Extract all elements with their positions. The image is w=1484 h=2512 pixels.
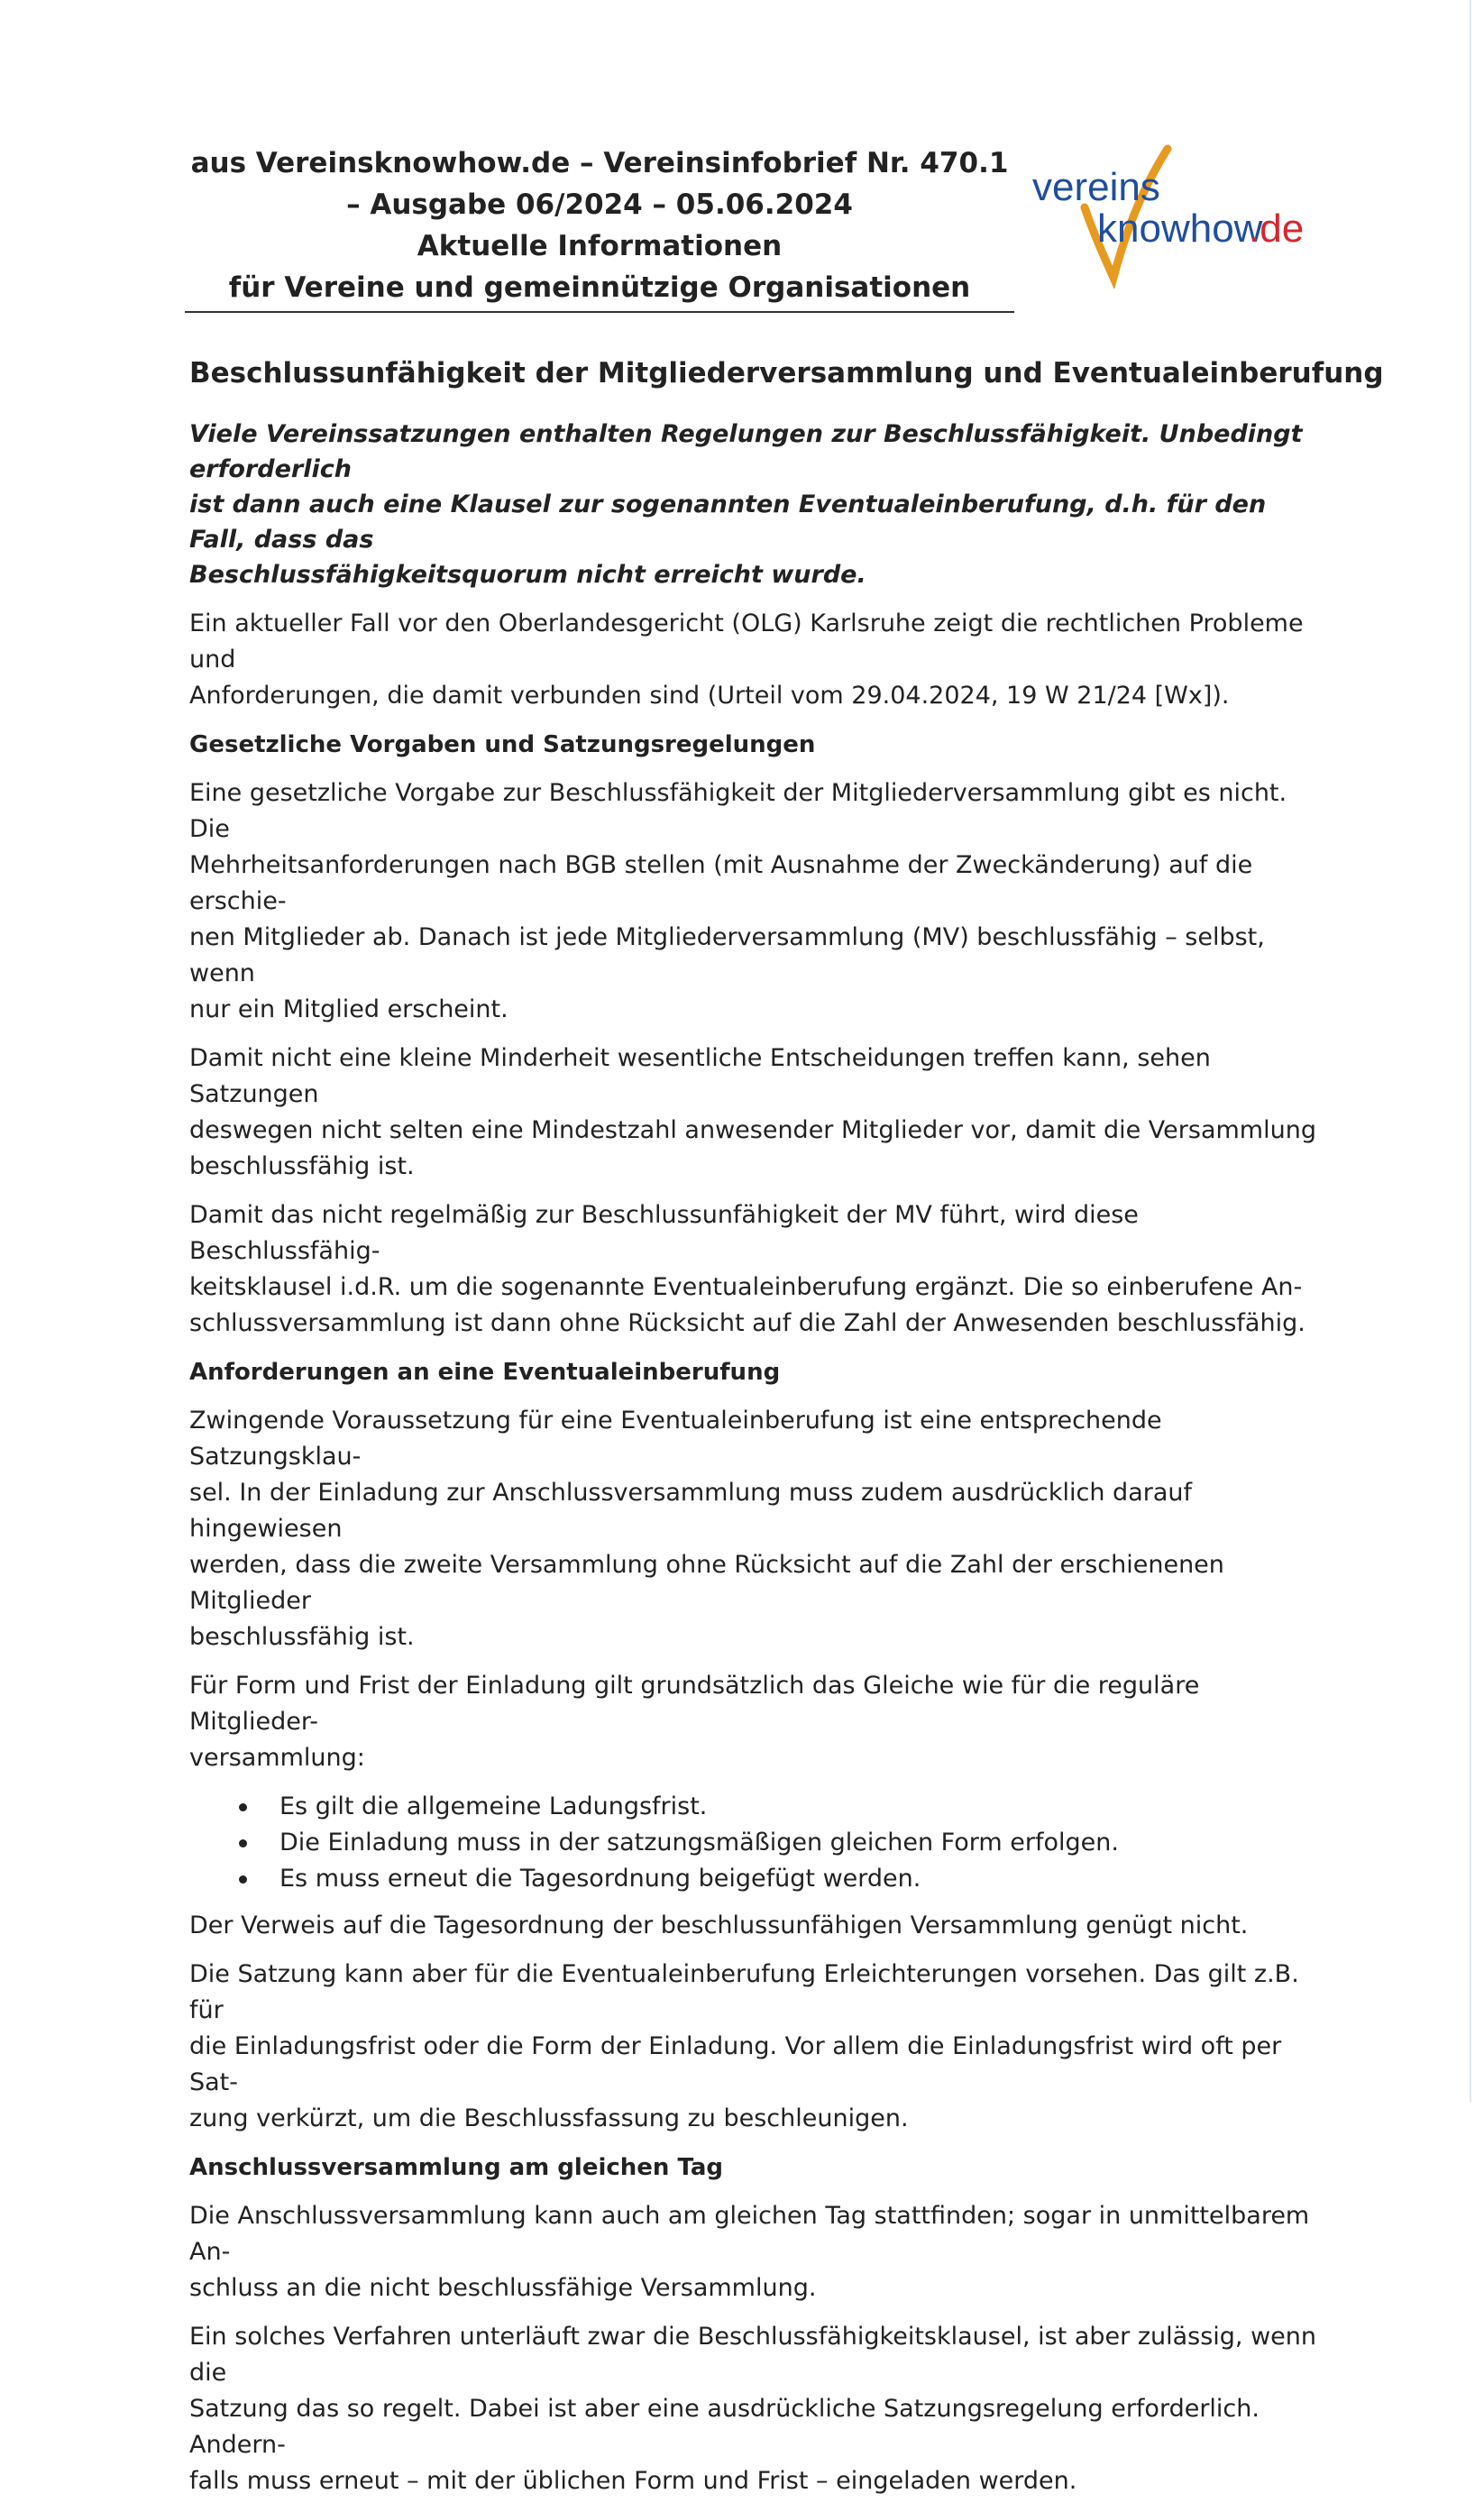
article [189, 353, 1384, 2512]
article-title: Beschlussunfähigkeit der Mitgliederversammlung und Eventualeinberufung [189, 357, 1384, 390]
header-text [185, 142, 1014, 308]
newsletter-header [185, 142, 1014, 314]
logo-mark [1032, 144, 1321, 289]
text-line: deswegen nicht selten eine Mindestzahl anwesender Mitglieder vor, damit die Versammlung [189, 1116, 1316, 1144]
text-line: Eine gesetzliche Vorgabe zur Beschlussfähigkeit der Mitgliederversammlung gibt es nicht. Die [189, 779, 1287, 843]
text-line: Anforderungen, die damit verbunden sind (Urteil vom 29.04.2024, 19 W 21/24 [Wx]). [189, 682, 1230, 710]
paragraph [189, 1197, 1316, 1342]
text-line: Damit nicht eine kleine Minderheit wesentliche Entscheidungen treffen kann, sehen Satzungen [189, 1044, 1211, 1108]
lead-line: Beschlussfähigkeitsquorum nicht erreicht wurde. [189, 561, 866, 589]
paragraph [189, 2319, 1316, 2499]
text-line: beschlussfähig ist. [189, 1152, 415, 1180]
list-item: Es gilt die allgemeine Ladungsfrist. [279, 1789, 1316, 1825]
text-line: Ein solches Verfahren unterläuft zwar die Beschlussfähigkeitsklausel, ist aber zulässig, wenn die [189, 2323, 1317, 2387]
text-line: Für Form und Frist der Einladung gilt grundsätzlich das Gleiche wie für die reguläre Mitglieder- [189, 1672, 1200, 1736]
vereinsknowhow-logo [1032, 144, 1321, 289]
text-line: werden, dass die zweite Versammlung ohne Rücksicht auf die Zahl der erschienenen Mitglieder [189, 1551, 1224, 1615]
text-line: nen Mitglieder ab. Danach ist jede Mitgliederversammlung (MV) beschlussfähig – selbst, wenn [189, 923, 1265, 987]
text-line: schlussversammlung ist dann ohne Rücksicht auf die Zahl der Anwesenden beschlussfähig. [189, 1309, 1305, 1337]
header-line: für Vereine und gemeinnützige Organisationen [228, 271, 971, 304]
section-heading-gesetzliche-vorgaben: Gesetzliche Vorgaben und Satzungsregelungen [189, 731, 816, 758]
paragraph [189, 1668, 1316, 1776]
paragraph [189, 1908, 1316, 1944]
paragraph [189, 1041, 1316, 1185]
text-line: Satzung das so regelt. Dabei ist aber eine ausdrückliche Satzungsregelung erforderlich. Andern- [189, 2395, 1260, 2459]
text-line: Ein aktueller Fall vor den Oberlandesgericht (OLG) Karlsruhe zeigt die rechtlichen Probleme und [189, 610, 1304, 674]
scan-edge-line [1470, 0, 1471, 2102]
list-item: Es muss erneut die Tagesordnung beigefügt werden. [279, 1861, 1316, 1897]
paragraph [189, 775, 1316, 1028]
text-line: falls muss erneut – mit der üblichen Form und Frist – eingeladen werden. [189, 2467, 1077, 2495]
paragraph [189, 2198, 1316, 2306]
requirements-list [189, 1789, 1316, 1897]
text-line: keitsklausel i.d.R. um die sogenannte Eventualeinberufung ergänzt. Die so einberufene An- [189, 1273, 1303, 1301]
text-line: Die Anschlussversammlung kann auch am gleichen Tag stattfinden; sogar in unmittelbarem An- [189, 2202, 1310, 2266]
text-line: Der Verweis auf die Tagesordnung der beschlussunfähigen Versammlung genügt nicht. [189, 1912, 1249, 1939]
text-line: zung verkürzt, um die Beschlussfassung zu beschleunigen. [189, 2104, 909, 2132]
article-lead [189, 417, 1316, 592]
header-line: aus Vereinsknowhow.de – Vereinsinfobrief Nr. 470.1 [190, 147, 1009, 179]
header-line: – Ausgabe 06/2024 – 05.06.2024 [346, 188, 853, 221]
text-line: Damit das nicht regelmäßig zur Beschlussunfähigkeit der MV führt, wird diese Beschlussfähig- [189, 1201, 1139, 1265]
header-line: Aktuelle Informationen [417, 230, 783, 262]
intro-paragraph [189, 606, 1316, 714]
paragraph [189, 1957, 1316, 2137]
header-divider [185, 311, 1014, 313]
text-line: schluss an die nicht beschlussfähige Versammlung. [189, 2274, 817, 2302]
text-line: versammlung: [189, 1744, 365, 1772]
lead-line: ist dann auch eine Klausel zur sogenannten Eventualeinberufung, d.h. für den Fall, dass das [189, 490, 1267, 554]
list-item: Die Einladung muss in der satzungsmäßigen gleichen Form erfolgen. [279, 1825, 1316, 1861]
logo-text-vereins: vereins [1032, 165, 1160, 209]
paragraph [189, 1403, 1316, 1655]
logo-text-de: .de [1249, 206, 1305, 251]
lead-line: Viele Vereinssatzungen enthalten Regelungen zur Beschlussfähigkeit. Unbedingt erforderlich [189, 420, 1303, 483]
text-line: Mehrheitsanforderungen nach BGB stellen (mit Ausnahme der Zweckänderung) auf die erschie- [189, 851, 1253, 915]
text-line: beschlussfähig ist. [189, 1623, 415, 1651]
text-line: Die Satzung kann aber für die Eventualeinberufung Erleichterungen vorsehen. Das gilt z.B. für [189, 1960, 1299, 2024]
section-heading-gleicher-tag: Anschlussversammlung am gleichen Tag [189, 2154, 724, 2181]
text-line: die Einladungsfrist oder die Form der Einladung. Vor allem die Einladungsfrist wird oft per Sat- [189, 2032, 1282, 2096]
logo-text-knowhow: knowhow [1097, 206, 1263, 251]
section-heading-anforderungen: Anforderungen an eine Eventualeinberufung [189, 1359, 781, 1386]
text-line: Zwingende Voraussetzung für eine Eventualeinberufung ist eine entsprechende Satzungsklau- [189, 1407, 1162, 1471]
text-line: sel. In der Einladung zur Anschlussversammlung muss zudem ausdrücklich darauf hingewiesen [189, 1479, 1193, 1543]
text-line: nur ein Mitglied erscheint. [189, 995, 508, 1023]
